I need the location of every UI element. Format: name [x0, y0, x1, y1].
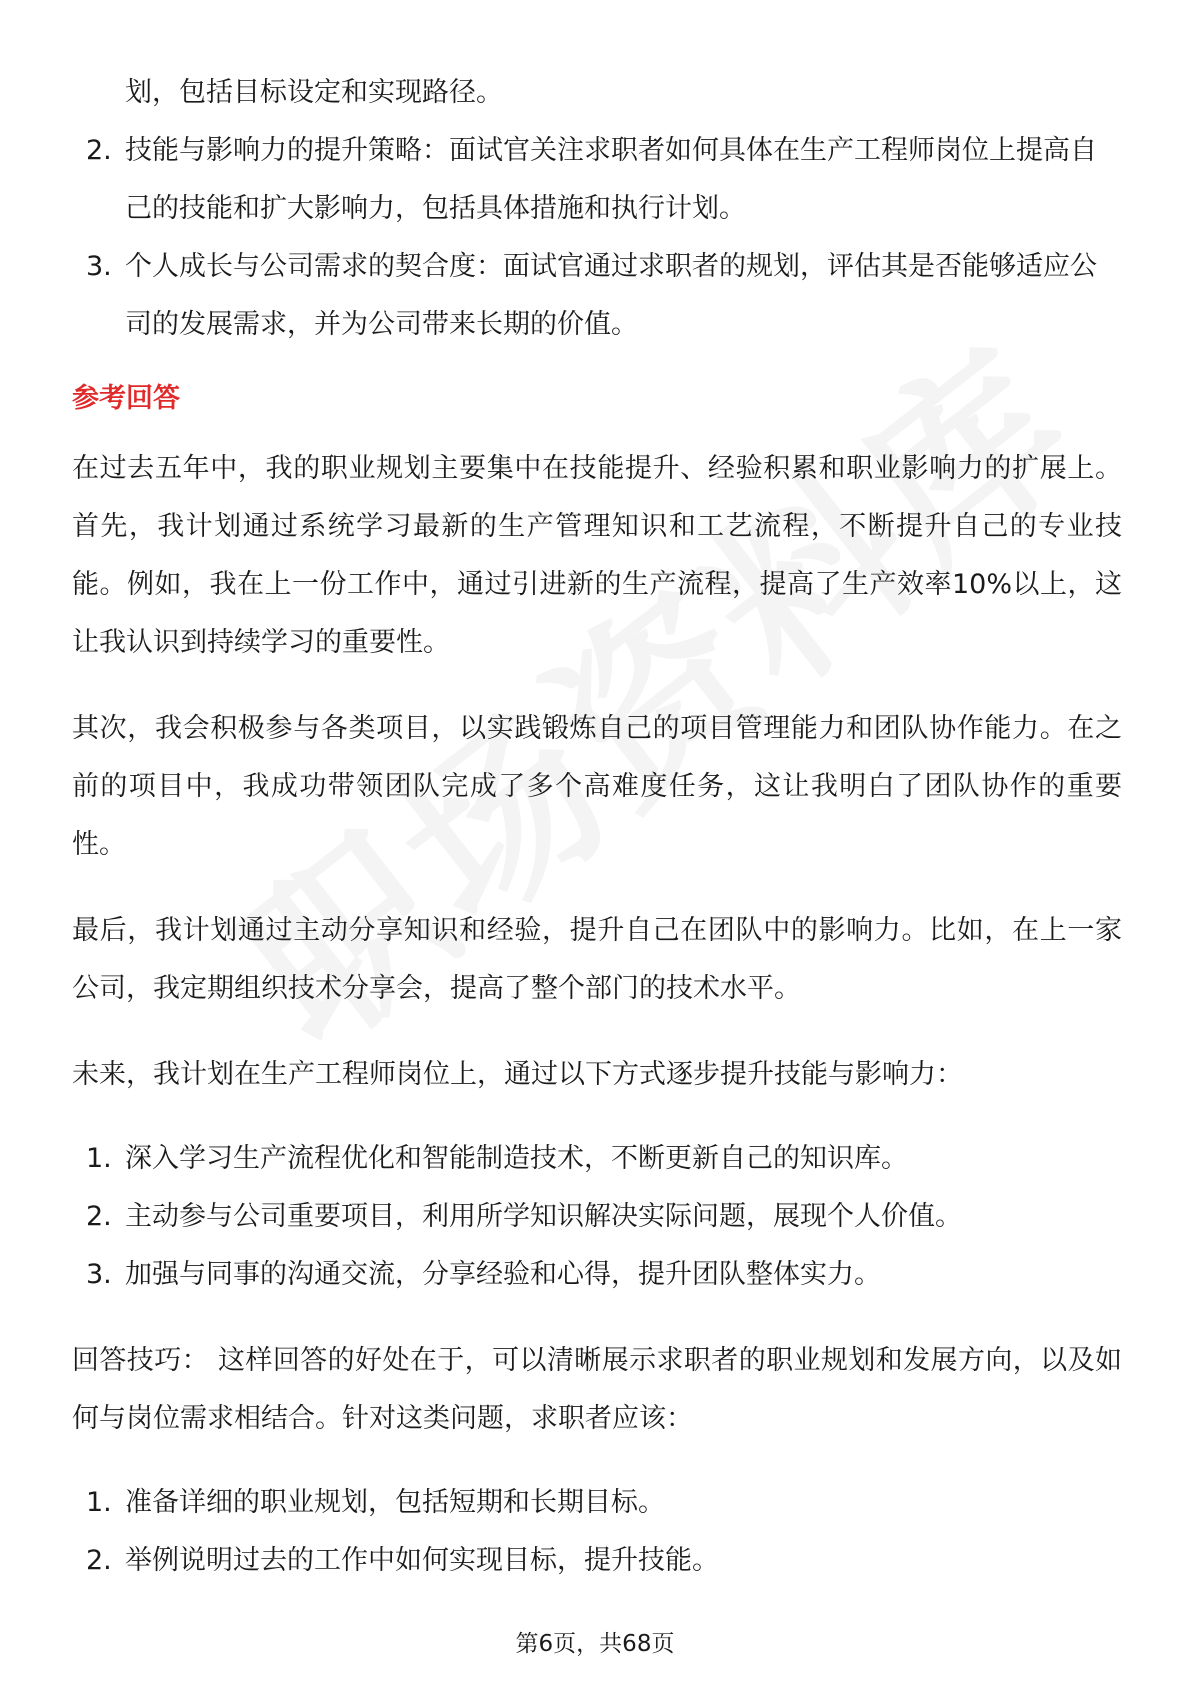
continued-list-text: 划，包括目标设定和实现路径。 [125, 77, 503, 108]
list-item [72, 1188, 1122, 1246]
list-number: 2. [86, 1545, 112, 1576]
list-item [72, 1246, 1122, 1304]
list-item [72, 1130, 1122, 1188]
list-item-text: 举例说明过去的工作中如何实现目标，提升技能。 [125, 1545, 719, 1576]
list-number: 2. [86, 135, 112, 166]
answer-paragraph: 在过去五年中，我的职业规划主要集中在技能提升、经验积累和职业影响力的扩展上。首先，我计划通过系统学习最新的生产管理知识和工艺流程，不断提升自己的专业技能。例如，我在上一份工作中，通过引进新的生产流程，提高了生产效率10%以上，这让我认识到持续学习的重要性。 [72, 453, 1122, 658]
section-heading: 参考回答 [72, 383, 180, 414]
list-number: 2. [86, 1201, 112, 1232]
list-item [72, 1474, 1122, 1532]
list-item [72, 1532, 1122, 1590]
tips-list [72, 1474, 1122, 1590]
list-item-text: 加强与同事的沟通交流，分享经验和心得，提升团队整体实力。 [125, 1259, 881, 1290]
answer-paragraph: 最后，我计划通过主动分享知识和经验，提升自己在团队中的影响力。比如，在上一家公司，我定期组织技术分享会，提高了整个部门的技术水平。 [72, 915, 1122, 1004]
tips-paragraph: 回答技巧： 这样回答的好处在于，可以清晰展示求职者的职业规划和发展方向，以及如何与岗位需求相结合。针对这类问题，求职者应该： [72, 1345, 1122, 1434]
list-item-text: 技能与影响力的提升策略：面试官关注求职者如何具体在生产工程师岗位上提高自己的技能和扩大影响力，包括具体措施和执行计划。 [125, 135, 1097, 224]
document-page [72, 64, 1122, 1590]
list-item [72, 122, 1122, 238]
answer-paragraph: 其次，我会积极参与各类项目，以实践锻炼自己的项目管理能力和团队协作能力。在之前的项目中，我成功带领团队完成了多个高难度任务，这让我明白了团队协作的重要性。 [72, 713, 1122, 860]
list-item-text: 主动参与公司重要项目，利用所学知识解决实际问题，展现个人价值。 [125, 1201, 962, 1232]
page-number-footer: 第6页，共68页 [515, 1631, 675, 1657]
list-number: 1. [86, 1143, 112, 1174]
list-number: 1. [86, 1487, 112, 1518]
list-item-text: 准备详细的职业规划，包括短期和长期目标。 [125, 1487, 665, 1518]
list-item [72, 238, 1122, 354]
list-item-text: 个人成长与公司需求的契合度：面试官通过求职者的规划，评估其是否能够适应公司的发展需求，并为公司带来长期的价值。 [125, 251, 1097, 340]
list-number: 3. [86, 251, 112, 282]
list-number: 3. [86, 1259, 112, 1290]
list-item-text: 深入学习生产流程优化和智能制造技术，不断更新自己的知识库。 [125, 1143, 908, 1174]
answer-paragraph: 未来，我计划在生产工程师岗位上，通过以下方式逐步提升技能与影响力： [72, 1059, 963, 1090]
future-plan-list [72, 1130, 1122, 1304]
focus-list [72, 122, 1122, 354]
